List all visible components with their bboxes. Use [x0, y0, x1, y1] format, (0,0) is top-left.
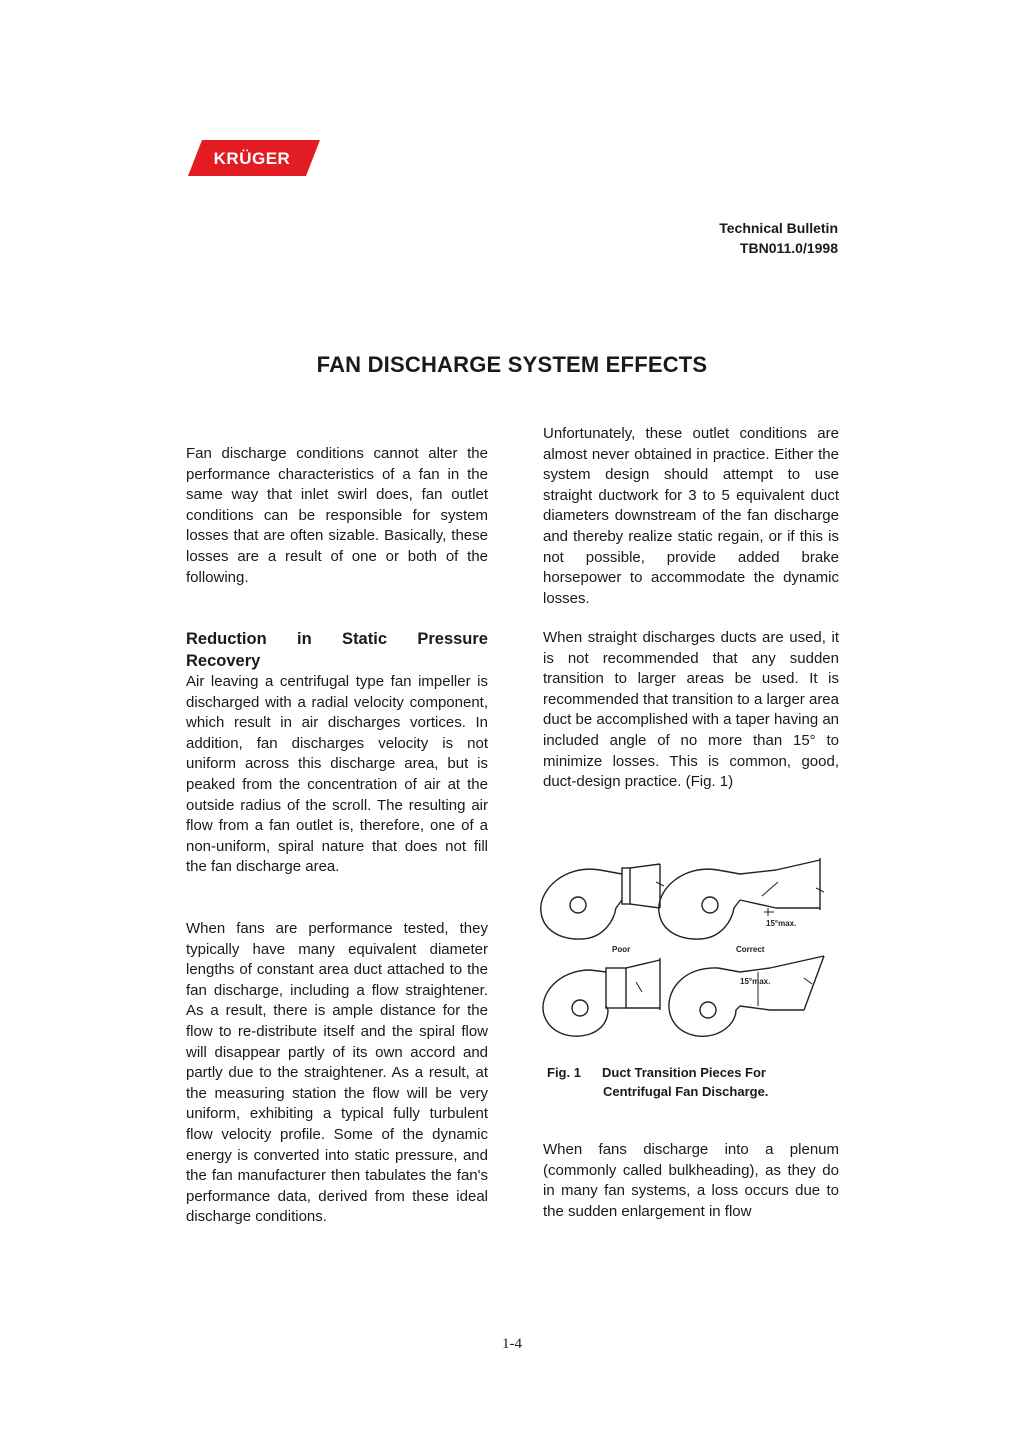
outlet-conditions-paragraph: Unfortunately, these outlet conditions are almost never obtained in practice. Either the system design should attempt to use straight ductwork for 3 to 5 equivalent duct diameters downstream of the fan discharge and thereby realize static regain, or if this is not possible, provide added brake horsepower to accommodate the dynamic losses.: [543, 425, 839, 607]
kruger-logo: [188, 140, 323, 180]
left-column: [186, 444, 488, 588]
testing-paragraph: When fans are performance tested, they typically have many equivalent diameter lengths of constant area duct attached to the fan discharge, including a flow straightener. As a result, there is ample distance for the flow to re-distribute itself and the spiral flow will disappear partly of its own accord and partly due to the straightener. As a result, at the measuring station the flow will be very uniform, exhibiting a typical fully turbulent flow velocity profile. Some of the dynamic energy is converted into static pressure, and the fan manufacturer then tabulates the fan's performance data, derived from these ideal discharge conditions.: [186, 920, 488, 1226]
plenum-paragraph: When fans discharge into a plenum (commonly called bulkheading), as they do in many fan systems, a loss occurs due to the sudden enlargement in flow: [543, 1141, 839, 1220]
figure-label-poor: Poor: [612, 945, 631, 954]
reduction-paragraph: Air leaving a centrifugal type fan impeller is discharged with a radial velocity component, which result in air discharges vortices. In addition, fan discharges velocity is not uniform across this discharge area, but is peaked from the concentration of air at the outside radius of the scroll. The resulting air flow from a fan outlet is, therefore, one of a non-uniform, spiral nature that does not fill the fan discharge area.: [186, 673, 488, 876]
right-column-para3: [543, 1140, 839, 1222]
right-column-para2: [543, 628, 839, 793]
bulletin-number: TBN011.0/1998: [739, 240, 838, 256]
bulletin-info: [719, 218, 838, 258]
figure-caption-line1: Duct Transition Pieces For: [602, 1065, 766, 1080]
page-number: 1-4: [502, 1336, 522, 1352]
figure-label-correct: Correct: [736, 945, 765, 954]
figure-angle-label-top: 15°max.: [766, 919, 797, 928]
straight-discharge-paragraph: When straight discharges ducts are used, it is not recommended that any sudden transition to larger areas be used. It is recommended that transition to a larger area duct be accomplished with a taper having an included angle of no more than 15° to minimize losses. This is common, good, duct-design practice. (Fig. 1): [543, 629, 840, 791]
intro-paragraph: Fan discharge conditions cannot alter the performance characteristics of a fan in the same way that inlet swirl does, fan outlet conditions can be responsible for system losses that are often sizable. Basically, these losses are a result of one or both of the following.: [186, 445, 488, 586]
figure-caption-line2: Centrifugal Fan Discharge.: [603, 1084, 769, 1099]
page-title: FAN DISCHARGE SYSTEM EFFECTS: [316, 352, 708, 377]
testing-section: [186, 919, 488, 1228]
figure-caption: [547, 1063, 768, 1101]
section-heading-line1: Reduction in Static Pressure: [186, 630, 488, 648]
fan-diagram-correct-top: [659, 858, 824, 939]
section-heading-line2: Recovery: [186, 652, 261, 670]
fan-diagram-poor-bottom: [543, 958, 660, 1036]
section-reduction: [186, 628, 488, 878]
bulletin-label: Technical Bulletin: [719, 220, 838, 236]
fan-diagram-correct-bottom: [669, 956, 824, 1036]
figure-caption-label: Fig. 1: [547, 1065, 581, 1080]
figure-angle-label-bottom: 15°max.: [740, 977, 771, 986]
svg-text:KRÜGER: KRÜGER: [213, 149, 291, 168]
kruger-logo-graphic: [188, 140, 323, 180]
right-column-para1: [543, 424, 839, 609]
fan-discharge-figure: [540, 850, 840, 1060]
fan-diagram-poor-top: [541, 864, 664, 939]
